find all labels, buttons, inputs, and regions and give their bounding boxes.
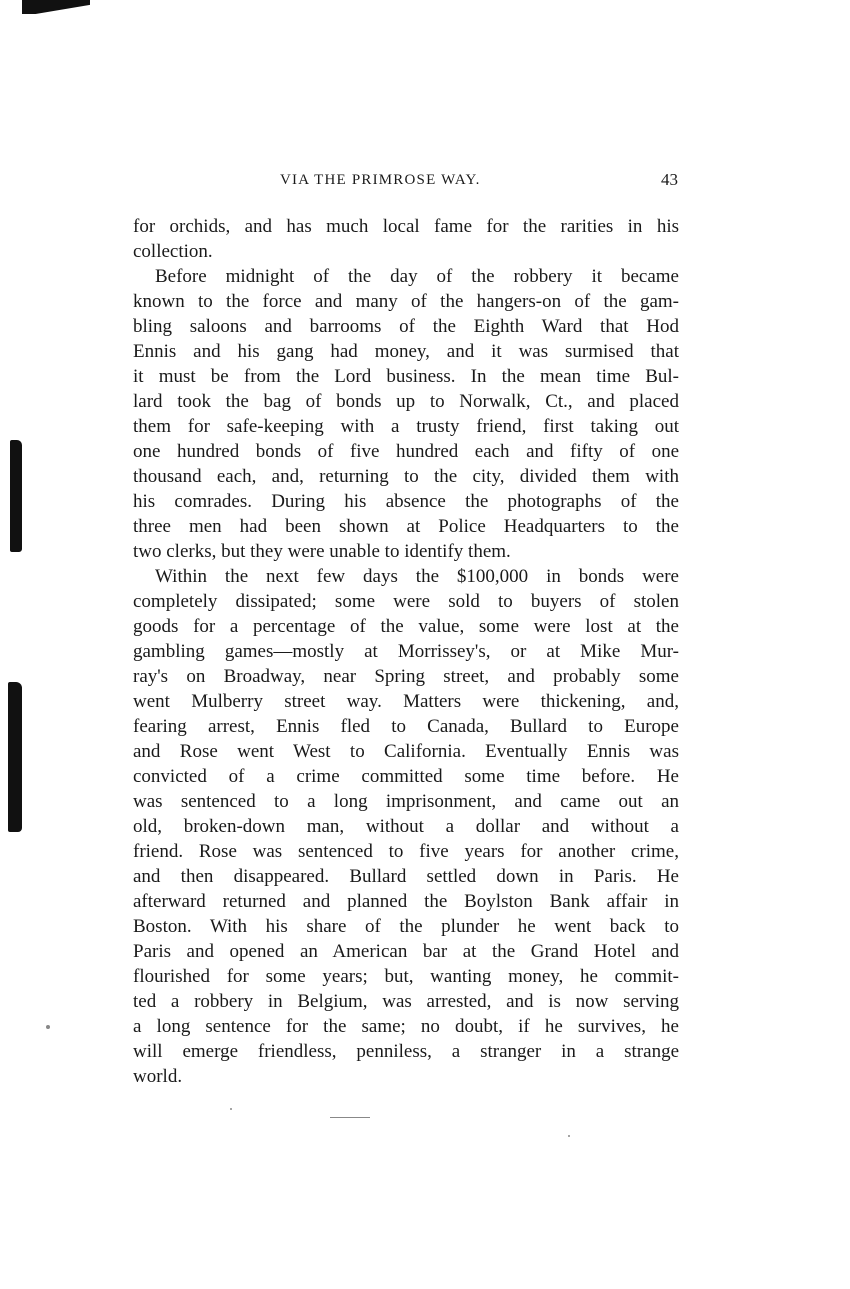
text-line: a long sentence for the same; no doubt, if he survives, he <box>133 1016 679 1037</box>
text-line: thousand each, and, returning to the city, divided them with <box>133 466 679 487</box>
text-line: old, broken-down man, without a dollar and without a <box>133 816 679 837</box>
scan-speck <box>46 1025 50 1029</box>
body-text <box>133 214 679 1089</box>
text-line: bling saloons and barrooms of the Eighth Ward that Hod <box>133 316 679 337</box>
text-line: Ennis and his gang had money, and it was surmised that <box>133 341 679 362</box>
text-line: world. <box>133 1066 183 1087</box>
text-line: went Mulberry street way. Matters were thickening, and, <box>133 691 679 712</box>
text-line: them for safe-keeping with a trusty friend, first taking out <box>133 416 679 437</box>
text-line: convicted of a crime committed some time before. He <box>133 766 679 787</box>
paragraph <box>133 214 679 264</box>
text-line: collection. <box>133 241 213 262</box>
scan-mark-left-lower <box>8 682 22 832</box>
text-line: lard took the bag of bonds up to Norwalk, Ct., and placed <box>133 391 679 412</box>
text-line: Within the next few days the $100,000 in bonds were <box>155 566 679 587</box>
paragraph <box>133 264 679 564</box>
scan-mark-left-upper <box>10 440 22 552</box>
text-line: ted a robbery in Belgium, was arrested, and is now serving <box>133 991 679 1012</box>
text-line: Paris and opened an American bar at the Grand Hotel and <box>133 941 679 962</box>
text-line: his comrades. During his absence the photographs of the <box>133 491 679 512</box>
text-line: gambling games—mostly at Morrissey's, or at Mike Mur- <box>133 641 679 662</box>
text-line: Before midnight of the day of the robbery it became <box>155 266 679 287</box>
running-title: VIA THE PRIMROSE WAY. <box>280 172 481 188</box>
text-line: one hundred bonds of five hundred each and fifty of one <box>133 441 679 462</box>
text-line: and Rose went West to California. Eventually Ennis was <box>133 741 679 762</box>
scan-mark-top <box>22 0 90 14</box>
text-line: three men had been shown at Police Headquarters to the <box>133 516 679 537</box>
text-line: Boston. With his share of the plunder he went back to <box>133 916 679 937</box>
scan-speck <box>330 1117 370 1118</box>
text-line: fearing arrest, Ennis fled to Canada, Bullard to Europe <box>133 716 679 737</box>
text-line: and then disappeared. Bullard settled down in Paris. He <box>133 866 679 887</box>
scan-speck <box>230 1108 232 1110</box>
text-line: goods for a percentage of the value, some were lost at the <box>133 616 679 637</box>
text-line: known to the force and many of the hangers-on of the gam- <box>133 291 679 312</box>
text-line: for orchids, and has much local fame for the rarities in his <box>133 216 679 237</box>
text-line: ray's on Broadway, near Spring street, and probably some <box>133 666 679 687</box>
text-line: was sentenced to a long imprisonment, and came out an <box>133 791 679 812</box>
text-line: flourished for some years; but, wanting money, he commit- <box>133 966 679 987</box>
paragraph <box>133 564 679 1089</box>
text-line: two clerks, but they were unable to identify them. <box>133 541 511 562</box>
text-line: completely dissipated; some were sold to buyers of stolen <box>133 591 679 612</box>
text-line: friend. Rose was sentenced to five years for another crime, <box>133 841 679 862</box>
page-number: 43 <box>661 170 678 189</box>
text-line: it must be from the Lord business. In the mean time Bul- <box>133 366 679 387</box>
scan-speck <box>568 1135 570 1137</box>
text-line: afterward returned and planned the Boylston Bank affair in <box>133 891 679 912</box>
text-line: will emerge friendless, penniless, a stranger in a strange <box>133 1041 679 1062</box>
